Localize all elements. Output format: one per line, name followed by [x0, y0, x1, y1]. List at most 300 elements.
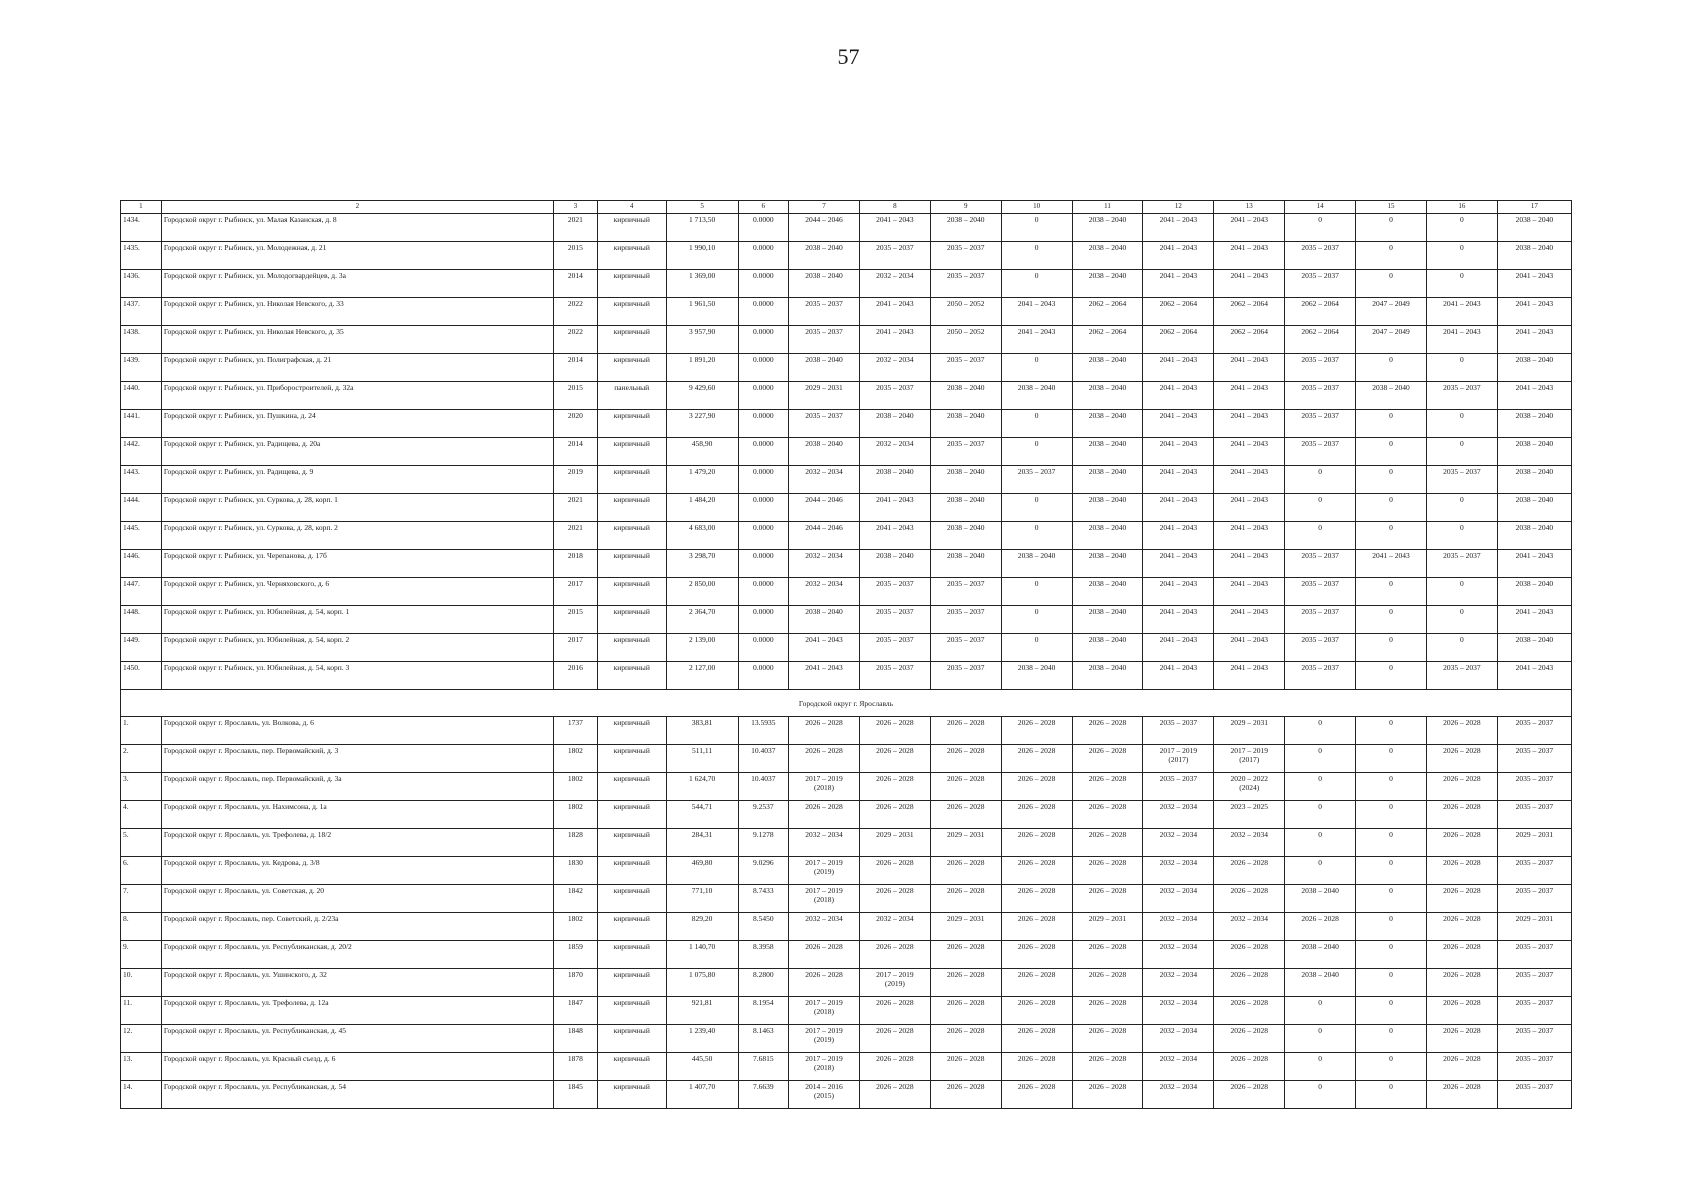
wall-material-value: кирпичный	[613, 551, 650, 560]
address-cell	[161, 578, 553, 606]
period-col-17-value: 2041 – 2043	[1515, 663, 1554, 672]
area-cell	[666, 326, 738, 354]
period-col-17-value: 2035 – 2037	[1515, 942, 1554, 951]
period-col-11-value: 2026 – 2028	[1088, 886, 1127, 895]
wear-coefficient-value: 0.0000	[752, 551, 774, 560]
period-col-13-value: 2029 – 2031	[1230, 718, 1268, 727]
period-col-17-value: 2035 – 2037	[1515, 970, 1554, 979]
period-col-11-value: 2026 – 2028	[1088, 1026, 1127, 1035]
address-cell	[161, 298, 553, 326]
period-col-12-value: 2041 – 2043	[1159, 215, 1198, 224]
period-col-7-cell	[789, 494, 860, 522]
wall-material-cell	[597, 606, 666, 634]
wear-coefficient-value: 0.0000	[752, 467, 774, 476]
period-col-9-cell	[930, 745, 1001, 773]
period-col-14-value: 2035 – 2037	[1301, 243, 1339, 252]
period-col-13-value: 2026 – 2028	[1230, 1054, 1268, 1063]
wear-coefficient-cell	[738, 857, 788, 885]
wall-material-cell	[597, 270, 666, 298]
row-number-value: 1444.	[123, 495, 140, 504]
period-col-13-value: 2041 – 2043	[1230, 579, 1268, 588]
row-number-value: 1443.	[123, 467, 140, 476]
period-col-13-value: 2041 – 2043	[1230, 355, 1268, 364]
period-col-11-value: 2038 – 2040	[1088, 215, 1127, 224]
period-col-15-value: 0	[1389, 942, 1393, 951]
period-col-7-cell	[789, 382, 860, 410]
address-value: Городской округ г. Рыбинск, ул. Приборостроителей, д. 32а	[163, 383, 354, 392]
period-col-15-cell	[1356, 941, 1427, 969]
period-col-14-cell	[1285, 382, 1356, 410]
period-col-12-cell	[1143, 214, 1214, 242]
address-value: Городской округ г. Рыбинск, ул. Юбилейная, д. 54, корп. 2	[163, 635, 350, 644]
area-value: 2 364,70	[688, 607, 716, 616]
build-year-value: 1828	[567, 830, 583, 839]
period-col-16-value: 2035 – 2037	[1443, 551, 1481, 560]
row-number-cell	[121, 494, 162, 522]
wear-coefficient-value: 8.3958	[752, 942, 774, 951]
wear-coefficient-value: 0.0000	[752, 299, 774, 308]
period-col-14-cell	[1285, 662, 1356, 690]
period-col-12-value: 2032 – 2034	[1159, 1082, 1198, 1091]
period-col-14-value: 2035 – 2037	[1301, 411, 1339, 420]
period-col-11-cell	[1072, 326, 1143, 354]
period-col-9-cell	[930, 634, 1001, 662]
table-row	[121, 326, 1572, 354]
period-col-8-value: 2026 – 2028	[876, 774, 914, 783]
period-col-12-value: 2062 – 2064	[1159, 299, 1198, 308]
period-col-16-value: 2026 – 2028	[1443, 802, 1481, 811]
period-col-16-value: 2026 – 2028	[1443, 1054, 1481, 1063]
period-col-17-cell	[1497, 550, 1571, 578]
period-col-13-cell	[1214, 634, 1285, 662]
wall-material-value: кирпичный	[613, 355, 650, 364]
period-col-10-value: 2026 – 2028	[1017, 914, 1056, 923]
build-year-value: 2015	[567, 243, 583, 252]
address-cell	[161, 745, 553, 773]
period-col-17-cell	[1497, 270, 1571, 298]
period-col-12-value: 2032 – 2034	[1159, 998, 1198, 1007]
build-year-value: 1802	[567, 802, 583, 811]
period-col-17-cell	[1497, 522, 1571, 550]
row-number-value: 1435.	[123, 243, 140, 252]
area-value: 829,20	[691, 914, 713, 923]
period-col-7-actual-year: (2019)	[813, 867, 834, 876]
period-col-16-cell	[1426, 662, 1497, 690]
period-col-17-cell	[1497, 773, 1571, 801]
period-col-13-value: 2041 – 2043	[1230, 243, 1268, 252]
build-year-value: 2021	[567, 495, 583, 504]
period-col-12-value: 2032 – 2034	[1159, 1026, 1198, 1035]
period-col-14-value: 0	[1318, 1026, 1322, 1035]
period-col-7-cell	[789, 829, 860, 857]
period-col-11-cell	[1072, 997, 1143, 1025]
period-col-14-cell	[1285, 969, 1356, 997]
period-col-15-value: 0	[1389, 1054, 1393, 1063]
period-col-12-value: 2062 – 2064	[1159, 327, 1198, 336]
period-col-12-cell	[1143, 801, 1214, 829]
area-value: 445,50	[691, 1054, 713, 1063]
period-col-7-cell	[789, 857, 860, 885]
build-year-value: 2020	[567, 411, 583, 420]
period-col-9-value: 2038 – 2040	[946, 467, 985, 476]
address-value: Городской округ г. Ярославль, пер. Советский, д. 2/23а	[163, 914, 339, 923]
period-col-14-cell	[1285, 717, 1356, 745]
period-col-12-value: 2035 – 2037	[1159, 718, 1198, 727]
period-col-11-value: 2038 – 2040	[1088, 243, 1127, 252]
period-col-13-value: 2041 – 2043	[1230, 663, 1268, 672]
period-col-14-value: 2035 – 2037	[1301, 355, 1339, 364]
row-number-value: 5.	[123, 830, 129, 839]
period-col-14-cell	[1285, 550, 1356, 578]
wear-coefficient-value: 9.2537	[752, 802, 774, 811]
row-number-value: 1434.	[123, 215, 140, 224]
period-col-16-cell	[1426, 773, 1497, 801]
period-col-13-cell	[1214, 662, 1285, 690]
area-value: 469,80	[691, 858, 713, 867]
row-number-cell	[121, 354, 162, 382]
period-col-14-value: 2038 – 2040	[1301, 970, 1339, 979]
period-col-10-value: 2026 – 2028	[1017, 830, 1056, 839]
period-col-7-value: 2026 – 2028	[805, 802, 843, 811]
wear-coefficient-value: 9.0296	[752, 858, 774, 867]
period-col-17-cell	[1497, 578, 1571, 606]
period-col-15-value: 0	[1389, 970, 1393, 979]
period-col-9-value: 2038 – 2040	[946, 411, 985, 420]
wall-material-value: панельный	[614, 383, 650, 392]
period-col-16-value: 2026 – 2028	[1443, 914, 1481, 923]
period-col-9-value: 2026 – 2028	[946, 774, 985, 783]
period-col-9-value: 2038 – 2040	[946, 383, 985, 392]
period-col-13-cell	[1214, 494, 1285, 522]
period-col-9-cell	[930, 410, 1001, 438]
row-number-cell	[121, 242, 162, 270]
build-year-cell	[553, 913, 597, 941]
period-col-11-cell	[1072, 634, 1143, 662]
row-number-value: 1440.	[123, 383, 140, 392]
period-col-8-cell	[859, 466, 930, 494]
period-col-13-cell	[1214, 773, 1285, 801]
area-value: 1 479,20	[688, 467, 716, 476]
page-number: 57	[837, 44, 860, 69]
period-col-13-cell	[1214, 997, 1285, 1025]
period-col-7-actual-year: (2019)	[813, 1035, 834, 1044]
period-col-11-cell	[1072, 550, 1143, 578]
period-col-8-cell	[859, 1025, 930, 1053]
period-col-17-cell	[1497, 745, 1571, 773]
address-value: Городской округ г. Ярославль, ул. Советская, д. 20	[163, 886, 325, 895]
period-col-9-cell	[930, 1081, 1001, 1109]
wall-material-value: кирпичный	[613, 942, 650, 951]
period-col-15-cell	[1356, 829, 1427, 857]
period-col-13-cell	[1214, 1081, 1285, 1109]
period-col-15-cell	[1356, 326, 1427, 354]
area-value: 771,10	[691, 886, 713, 895]
wall-material-value: кирпичный	[613, 998, 650, 1007]
period-col-14-cell	[1285, 997, 1356, 1025]
table-row	[121, 214, 1572, 242]
period-col-13-value: 2026 – 2028	[1230, 970, 1268, 979]
period-col-10-value: 2038 – 2040	[1017, 383, 1056, 392]
address-value: Городской округ г. Рыбинск, ул. Черняховского, д. 6	[163, 579, 330, 588]
row-number-value: 1436.	[123, 271, 140, 280]
column-header-14: 14	[1285, 201, 1356, 214]
period-col-13-actual-year: (2024)	[1239, 783, 1260, 792]
area-value: 2 850,00	[688, 579, 716, 588]
area-cell	[666, 969, 738, 997]
wear-coefficient-cell	[738, 969, 788, 997]
build-year-cell	[553, 717, 597, 745]
period-col-8-cell	[859, 354, 930, 382]
period-col-11-cell	[1072, 662, 1143, 690]
period-col-16-cell	[1426, 326, 1497, 354]
period-col-7-cell	[789, 801, 860, 829]
period-col-8-cell	[859, 242, 930, 270]
period-col-9-value: 2035 – 2037	[946, 579, 985, 588]
wear-coefficient-cell	[738, 745, 788, 773]
period-col-10-value: 2038 – 2040	[1017, 663, 1056, 672]
table-row	[121, 606, 1572, 634]
row-number-value: 1441.	[123, 411, 140, 420]
period-col-12-cell	[1143, 242, 1214, 270]
period-col-10-cell	[1001, 634, 1072, 662]
table-row	[121, 773, 1572, 801]
period-col-14-value: 0	[1318, 774, 1322, 783]
period-col-12-value: 2041 – 2043	[1159, 607, 1198, 616]
period-col-17-cell	[1497, 634, 1571, 662]
period-col-15-value: 0	[1389, 495, 1393, 504]
period-col-13-value: 2026 – 2028	[1230, 942, 1268, 951]
period-col-13-value: 2032 – 2034	[1230, 830, 1268, 839]
period-col-17-cell	[1497, 214, 1571, 242]
period-col-7-cell	[789, 1025, 860, 1053]
period-col-17-value: 2038 – 2040	[1515, 635, 1554, 644]
period-col-7-actual-year: (2018)	[813, 1063, 834, 1072]
period-col-10-value: 2041 – 2043	[1017, 327, 1056, 336]
period-col-16-value: 2026 – 2028	[1443, 746, 1481, 755]
build-year-value: 1802	[567, 746, 583, 755]
wear-coefficient-value: 0.0000	[752, 215, 774, 224]
row-number-value: 1442.	[123, 439, 140, 448]
period-col-10-cell	[1001, 270, 1072, 298]
period-col-15-value: 0	[1389, 579, 1393, 588]
wall-material-cell	[597, 941, 666, 969]
period-col-14-cell	[1285, 270, 1356, 298]
build-year-value: 2016	[567, 663, 583, 672]
period-col-14-value: 0	[1318, 802, 1322, 811]
period-col-14-cell	[1285, 298, 1356, 326]
period-col-11-value: 2026 – 2028	[1088, 830, 1127, 839]
period-col-13-cell	[1214, 382, 1285, 410]
wear-coefficient-cell	[738, 494, 788, 522]
period-col-8-value: 2026 – 2028	[876, 998, 914, 1007]
period-col-7-value: 2017 – 2019	[805, 858, 843, 867]
wall-material-value: кирпичный	[613, 1082, 650, 1091]
period-col-13-cell	[1214, 857, 1285, 885]
period-col-16-cell	[1426, 857, 1497, 885]
wall-material-cell	[597, 717, 666, 745]
period-col-14-cell	[1285, 1053, 1356, 1081]
period-col-8-cell	[859, 969, 930, 997]
row-number-cell	[121, 801, 162, 829]
period-col-12-value: 2017 – 2019	[1159, 746, 1198, 755]
period-col-17-cell	[1497, 941, 1571, 969]
address-cell	[161, 997, 553, 1025]
period-col-13-cell	[1214, 941, 1285, 969]
period-col-14-value: 0	[1318, 523, 1322, 532]
period-col-14-cell	[1285, 606, 1356, 634]
period-col-8-value: 2026 – 2028	[876, 802, 914, 811]
period-col-7-cell	[789, 773, 860, 801]
period-col-8-value: 2029 – 2031	[876, 830, 914, 839]
period-col-17-cell	[1497, 1053, 1571, 1081]
period-col-9-value: 2026 – 2028	[946, 802, 985, 811]
period-col-12-cell	[1143, 1053, 1214, 1081]
period-col-17-value: 2041 – 2043	[1515, 551, 1554, 560]
area-cell	[666, 466, 738, 494]
column-header-17: 17	[1497, 201, 1571, 214]
period-col-14-cell	[1285, 773, 1356, 801]
period-col-7-value: 2044 – 2046	[805, 215, 843, 224]
period-col-10-value: 2026 – 2028	[1017, 746, 1056, 755]
area-value: 1 407,70	[688, 1082, 716, 1091]
period-col-7-actual-year: (2018)	[813, 1007, 834, 1016]
period-col-17-value: 2041 – 2043	[1515, 327, 1554, 336]
period-col-15-cell	[1356, 717, 1427, 745]
wall-material-value: кирпичный	[613, 858, 650, 867]
period-col-7-value: 2026 – 2028	[805, 746, 843, 755]
period-col-8-value: 2026 – 2028	[876, 1082, 914, 1091]
period-col-15-value: 0	[1389, 439, 1393, 448]
period-col-17-value: 2038 – 2040	[1515, 523, 1554, 532]
period-col-14-cell	[1285, 466, 1356, 494]
period-col-9-value: 2026 – 2028	[946, 746, 985, 755]
wall-material-value: кирпичный	[613, 718, 650, 727]
wear-coefficient-cell	[738, 717, 788, 745]
wall-material-value: кирпичный	[613, 411, 650, 420]
period-col-15-cell	[1356, 662, 1427, 690]
period-col-15-value: 0	[1389, 830, 1393, 839]
period-col-9-value: 2026 – 2028	[946, 942, 985, 951]
period-col-10-value: 2026 – 2028	[1017, 1026, 1056, 1035]
build-year-value: 2015	[567, 383, 583, 392]
wear-coefficient-cell	[738, 410, 788, 438]
build-year-cell	[553, 1053, 597, 1081]
period-col-13-cell	[1214, 1025, 1285, 1053]
period-col-17-value: 2035 – 2037	[1515, 802, 1554, 811]
period-col-14-cell	[1285, 410, 1356, 438]
period-col-17-value: 2041 – 2043	[1515, 383, 1554, 392]
row-number-cell	[121, 214, 162, 242]
period-col-9-cell	[930, 913, 1001, 941]
period-col-17-cell	[1497, 1025, 1571, 1053]
period-col-7-actual-year: (2015)	[813, 1091, 834, 1100]
area-value: 1 990,10	[688, 243, 716, 252]
area-cell	[666, 1081, 738, 1109]
wear-coefficient-value: 7.6639	[752, 1082, 774, 1091]
wear-coefficient-value: 0.0000	[752, 327, 774, 336]
table-row	[121, 438, 1572, 466]
build-year-cell	[553, 270, 597, 298]
address-cell	[161, 270, 553, 298]
period-col-11-value: 2038 – 2040	[1088, 467, 1127, 476]
period-col-9-cell	[930, 1025, 1001, 1053]
period-col-10-cell	[1001, 857, 1072, 885]
row-number-value: 12.	[123, 1026, 133, 1035]
build-year-value: 1870	[567, 970, 583, 979]
period-col-14-value: 2062 – 2064	[1301, 299, 1339, 308]
period-col-17-cell	[1497, 410, 1571, 438]
period-col-17-cell	[1497, 242, 1571, 270]
area-cell	[666, 214, 738, 242]
address-cell	[161, 717, 553, 745]
row-number-value: 1446.	[123, 551, 140, 560]
address-cell	[161, 382, 553, 410]
period-col-10-value: 0	[1034, 215, 1039, 224]
period-col-12-value: 2032 – 2034	[1159, 802, 1198, 811]
build-year-value: 2017	[567, 635, 583, 644]
wear-coefficient-value: 10.4037	[751, 774, 776, 783]
table-row	[121, 354, 1572, 382]
period-col-7-cell	[789, 522, 860, 550]
area-value: 511,11	[692, 746, 713, 755]
table-row	[121, 662, 1572, 690]
area-cell	[666, 857, 738, 885]
period-col-16-cell	[1426, 578, 1497, 606]
period-col-10-value: 0	[1034, 635, 1039, 644]
period-col-15-cell	[1356, 634, 1427, 662]
period-col-11-value: 2038 – 2040	[1088, 523, 1127, 532]
period-col-7-value: 2032 – 2034	[805, 914, 843, 923]
period-col-10-cell	[1001, 662, 1072, 690]
wear-coefficient-value: 8.1463	[752, 1026, 774, 1035]
area-value: 544,71	[691, 802, 713, 811]
period-col-14-value: 0	[1318, 467, 1322, 476]
period-col-12-cell	[1143, 410, 1214, 438]
wall-material-cell	[597, 1081, 666, 1109]
build-year-cell	[553, 801, 597, 829]
period-col-11-value: 2026 – 2028	[1088, 970, 1127, 979]
column-header-1: 1	[121, 201, 162, 214]
period-col-11-cell	[1072, 214, 1143, 242]
wear-coefficient-cell	[738, 1081, 788, 1109]
period-col-14-value: 0	[1318, 495, 1322, 504]
period-col-13-value: 2041 – 2043	[1230, 467, 1268, 476]
period-col-14-cell	[1285, 745, 1356, 773]
row-number-value: 10.	[123, 970, 133, 979]
period-col-10-cell	[1001, 606, 1072, 634]
period-col-11-value: 2038 – 2040	[1088, 635, 1127, 644]
build-year-cell	[553, 662, 597, 690]
period-col-8-cell	[859, 522, 930, 550]
wear-coefficient-value: 0.0000	[752, 383, 774, 392]
period-col-15-cell	[1356, 578, 1427, 606]
period-col-12-value: 2032 – 2034	[1159, 914, 1198, 923]
wear-coefficient-value: 0.0000	[752, 243, 774, 252]
area-value: 2 127,00	[688, 663, 716, 672]
column-header-2: 2	[161, 201, 553, 214]
period-col-7-cell	[789, 606, 860, 634]
period-col-11-cell	[1072, 354, 1143, 382]
build-year-cell	[553, 326, 597, 354]
period-col-14-value: 2035 – 2037	[1301, 579, 1339, 588]
period-col-7-cell	[789, 270, 860, 298]
wear-coefficient-cell	[738, 326, 788, 354]
period-col-16-value: 0	[1459, 607, 1464, 616]
wall-material-value: кирпичный	[613, 439, 650, 448]
address-cell	[161, 1025, 553, 1053]
period-col-9-cell	[930, 550, 1001, 578]
period-col-17-cell	[1497, 717, 1571, 745]
